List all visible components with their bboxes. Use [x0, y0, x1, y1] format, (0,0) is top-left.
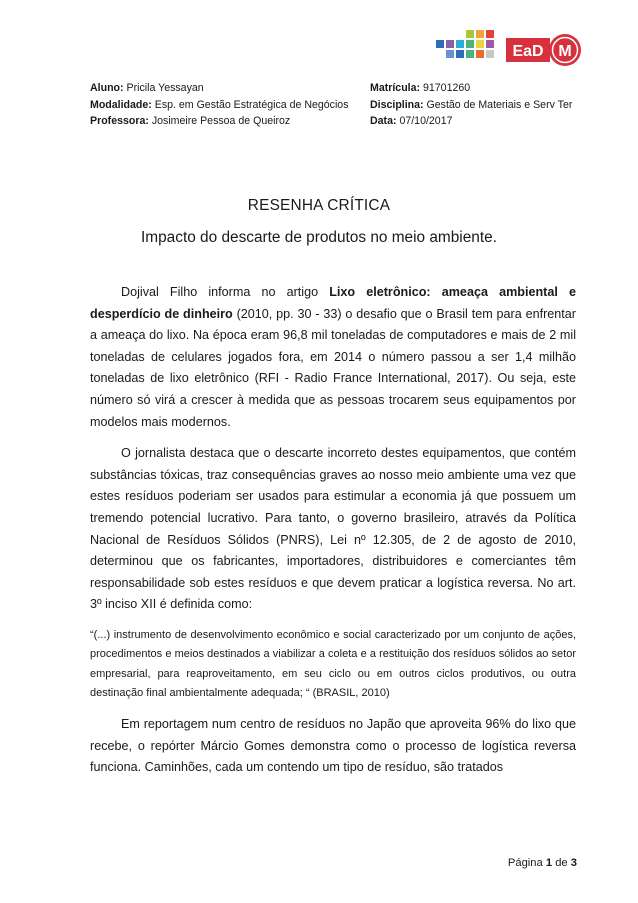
logo-square — [456, 40, 464, 48]
logo-emblem-letter: M — [558, 43, 572, 60]
logo-square — [466, 40, 474, 48]
logo-square — [446, 40, 454, 48]
modalidade-line: Modalidade: Esp. em Gestão Estratégica de Negócios — [90, 98, 349, 111]
logo-squares — [436, 30, 494, 58]
data-line: Data: 07/10/2017 — [370, 115, 453, 127]
document-subtitle: Impacto do descarte de produtos no meio ambiente. — [141, 229, 497, 246]
logo-square — [486, 50, 494, 58]
aluno-line: Aluno: Pricila Yessayan — [90, 82, 204, 94]
logo-square — [446, 50, 454, 58]
logo-square — [486, 30, 494, 38]
logo-square — [456, 50, 464, 58]
matricula-line: Matrícula: 91701260 — [370, 82, 471, 94]
current-page: 1 — [545, 857, 553, 869]
modalidade-value: Esp. em Gestão Estratégica de Negócios — [154, 98, 349, 111]
matricula-value: 91701260 — [423, 82, 471, 94]
logo-square — [466, 30, 474, 38]
document-title: RESENHA CRÍTICA — [247, 197, 391, 214]
logo-graphic — [434, 26, 584, 72]
disciplina-value: Gestão de Materiais e Serv Ter — [426, 98, 573, 111]
total-pages: 3 — [570, 857, 577, 869]
aluno-value: Pricila Yessayan — [126, 82, 204, 94]
logo-square — [476, 30, 484, 38]
page-number-footer: Página 1 de 3 — [507, 857, 577, 869]
logo-square — [476, 50, 484, 58]
document-body — [90, 282, 576, 789]
disciplina-line: Disciplina: Gestão de Materiais e Serv Ter — [370, 98, 573, 111]
logo-square — [486, 40, 494, 48]
logo-square — [436, 40, 444, 48]
logo-ead-text: EaD — [512, 43, 544, 60]
logo-square — [476, 40, 484, 48]
ead-logo — [434, 26, 584, 72]
header-left-column — [90, 80, 349, 130]
article-title: Lixo eletrônico: ameaça ambiental e desperdício de dinheiro — [90, 285, 576, 321]
block-quote: “(...) instrumento de desenvolvimento econômico e social caracterizado por um conjunto de ações, procedimentos e meios destinados a viabilizar a coleta e a restituição dos resíduos sólidos ao setor empresarial, para reaproveitamento, em seu ciclo ou em outros ciclos produtivos, ou outra destinação final ambientalmente adequada; “ (BRASIL, 2010) — [90, 628, 576, 700]
data-value: 07/10/2017 — [399, 115, 453, 127]
professora-line: Professora: Josimeire Pessoa de Queiroz — [90, 115, 291, 127]
paragraph-2: O jornalista destaca que o descarte incorreto destes equipamentos, que contém substâncias tóxicas, traz consequências graves ao nosso meio ambiente uma vez que estes resíduos poderiam ser usados para estimular a economia já que possuem um tremendo potencial lucrativo. Para tanto, o governo brasileiro, através da Política Nacional de Resíduos Sólidos (PNRS), Lei nº 12.305, de 2 de agosto de 2010, determinou que os fabricantes, importadores, distribuidores e comerciantes têm responsabilidade sob estes resíduos e que devem praticar a logística reversa. No art. 3º inciso XII é definida como: — [90, 446, 576, 612]
paragraph-1: Dojival Filho informa no artigo Lixo eletrônico: ameaça ambiental e desperdício de dinheiro (2010, pp. 30 - 33) o desafio que o Brasil tem para enfrentar a ameaça do lixo. Na época eram 96,8 mil toneladas de computadores e mais de 2 mil toneladas de celulares jogados fora, em 2014 o número passou a ser 1,4 milhão toneladas de lixo eletrônico (RFI - Radio France International, 2017). Ou seja, este número só virá a crescer à medida que as pessoas trocarem seus equipamentos por modelos mais modernos. — [90, 285, 576, 429]
logo-square — [466, 50, 474, 58]
paragraph-3: Em reportagem num centro de resíduos no Japão que aproveita 96% do lixo que recebe, o repórter Márcio Gomes demonstra como o processo de logística reversa funciona. Caminhões, cada um contendo um tipo de resíduo, são tratados — [90, 716, 576, 775]
professora-value: Josimeire Pessoa de Queiroz — [151, 115, 291, 127]
header-right-column — [370, 80, 572, 130]
